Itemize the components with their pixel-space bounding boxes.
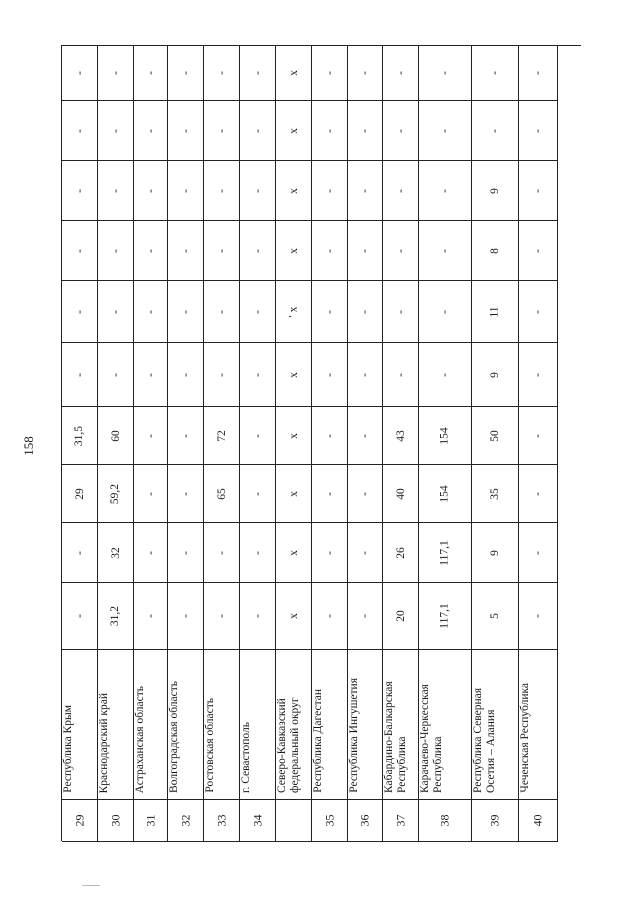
value-cell: - — [134, 161, 168, 221]
region-name-cell: Волгоградская область — [168, 650, 204, 800]
table-row — [62, 46, 98, 842]
value-cell: - — [383, 46, 419, 101]
table-row — [134, 46, 168, 842]
row-number-cell: 40 — [519, 800, 558, 842]
value-cell: - — [348, 101, 383, 161]
row-number-cell — [276, 800, 312, 842]
value-cell: 117,1 — [419, 583, 472, 650]
value-cell: - — [168, 407, 204, 465]
region-name-cell: Карачаево-Черкесская Республика — [419, 650, 472, 800]
value-cell: - — [348, 583, 383, 650]
value-cell: - — [312, 101, 348, 161]
value-cell: - — [312, 46, 348, 101]
value-cell: 154 — [419, 407, 472, 465]
value-cell: - — [98, 221, 134, 281]
value-cell: 9 — [472, 161, 519, 221]
value-cell: - — [419, 221, 472, 281]
value-cell: - — [168, 583, 204, 650]
value-cell: - — [383, 281, 419, 343]
value-cell: х — [276, 583, 312, 650]
value-cell: - — [168, 281, 204, 343]
value-cell: - — [62, 161, 98, 221]
value-cell: - — [134, 407, 168, 465]
value-cell: - — [240, 221, 276, 281]
region-name-cell: Республика Северная Осетия – Алания — [472, 650, 519, 800]
value-cell: 5 — [472, 583, 519, 650]
region-name-cell: Республика Крым — [62, 650, 98, 800]
value-cell: - — [168, 465, 204, 523]
value-cell: - — [519, 583, 558, 650]
value-cell: - — [348, 523, 383, 583]
value-cell: - — [168, 523, 204, 583]
value-cell: - — [240, 281, 276, 343]
value-cell: 59,2 — [98, 465, 134, 523]
value-cell: - — [62, 221, 98, 281]
value-cell: - — [168, 161, 204, 221]
value-cell: - — [240, 46, 276, 101]
row-number-cell: 33 — [204, 800, 240, 842]
value-cell: - — [348, 46, 383, 101]
region-name-cell: Ростовская область — [204, 650, 240, 800]
page-number: 158 — [21, 436, 36, 456]
value-cell: - — [383, 343, 419, 407]
value-cell: - — [168, 343, 204, 407]
value-cell: 9 — [472, 523, 519, 583]
value-cell: - — [62, 583, 98, 650]
value-cell: 32 — [98, 523, 134, 583]
value-cell: - — [312, 161, 348, 221]
value-cell: - — [134, 221, 168, 281]
value-cell: - — [419, 46, 472, 101]
row-number-cell: 29 — [62, 800, 98, 842]
table-row — [276, 46, 312, 842]
row-number-cell: 39 — [472, 800, 519, 842]
scan-artifact — [82, 885, 100, 886]
value-cell: х — [276, 46, 312, 101]
row-number-cell: 30 — [98, 800, 134, 842]
value-cell: - — [419, 161, 472, 221]
value-cell: - — [348, 221, 383, 281]
row-number-cell: 38 — [419, 800, 472, 842]
region-name-cell: Кабардино-Балкарская Республика — [383, 650, 419, 800]
value-cell: - — [312, 281, 348, 343]
value-cell: х — [276, 161, 312, 221]
value-cell: х — [276, 523, 312, 583]
value-cell: - — [204, 281, 240, 343]
region-name-cell: Краснодарский край — [98, 650, 134, 800]
value-cell: - — [134, 343, 168, 407]
row-number-cell: 34 — [240, 800, 276, 842]
value-cell: 29 — [62, 465, 98, 523]
value-cell: - — [168, 46, 204, 101]
value-cell: х — [276, 343, 312, 407]
value-cell: - — [62, 343, 98, 407]
value-cell: 60 — [98, 407, 134, 465]
value-cell: х — [276, 221, 312, 281]
table-row — [312, 46, 348, 842]
value-cell: - — [419, 281, 472, 343]
value-cell: - — [134, 101, 168, 161]
value-cell: х — [276, 465, 312, 523]
value-cell: х — [276, 407, 312, 465]
value-cell: - — [98, 343, 134, 407]
value-cell: - — [168, 221, 204, 281]
row-number-cell: 35 — [312, 800, 348, 842]
value-cell: - — [348, 161, 383, 221]
value-cell: - — [134, 281, 168, 343]
value-cell: - — [312, 523, 348, 583]
value-cell: 26 — [383, 523, 419, 583]
value-cell: 8 — [472, 221, 519, 281]
value-cell: - — [240, 583, 276, 650]
value-cell: - — [383, 161, 419, 221]
value-cell: - — [348, 281, 383, 343]
row-number-cell: 36 — [348, 800, 383, 842]
value-cell: - — [134, 46, 168, 101]
value-cell: ' х — [276, 281, 312, 343]
value-cell: 43 — [383, 407, 419, 465]
value-cell: - — [312, 465, 348, 523]
table-row — [348, 46, 383, 842]
value-cell: 31,2 — [98, 583, 134, 650]
value-cell: - — [204, 343, 240, 407]
region-name-cell: Северо-Кавказский федеральный округ — [276, 650, 312, 800]
value-cell: - — [134, 523, 168, 583]
value-cell: 9 — [472, 343, 519, 407]
value-cell: - — [519, 221, 558, 281]
value-cell: - — [98, 101, 134, 161]
value-cell: - — [419, 343, 472, 407]
table-row — [240, 46, 276, 842]
value-cell: - — [204, 101, 240, 161]
value-cell: - — [519, 101, 558, 161]
value-cell: - — [240, 101, 276, 161]
value-cell: - — [98, 161, 134, 221]
region-name-cell: Республика Ингушетия — [348, 650, 383, 800]
value-cell: - — [98, 281, 134, 343]
data-table — [61, 45, 581, 841]
value-cell: - — [168, 101, 204, 161]
value-cell: 117,1 — [419, 523, 472, 583]
value-cell: 50 — [472, 407, 519, 465]
value-cell: 11 — [472, 281, 519, 343]
value-cell: - — [240, 343, 276, 407]
value-cell: - — [519, 46, 558, 101]
value-cell: 154 — [419, 465, 472, 523]
value-cell: - — [348, 465, 383, 523]
table-row — [419, 46, 472, 842]
table-row — [204, 46, 240, 842]
value-cell: - — [204, 523, 240, 583]
value-cell: 72 — [204, 407, 240, 465]
region-name-cell: Республика Дагестан — [312, 650, 348, 800]
region-name-cell: Чеченская Республика — [519, 650, 558, 800]
table-row — [98, 46, 134, 842]
value-cell: - — [519, 281, 558, 343]
value-cell: 31,5 — [62, 407, 98, 465]
value-cell: - — [204, 46, 240, 101]
value-cell: - — [98, 46, 134, 101]
table-row — [519, 46, 558, 842]
value-cell: - — [62, 281, 98, 343]
value-cell: - — [62, 101, 98, 161]
region-name-cell: Астраханская область — [134, 650, 168, 800]
row-number-cell: 32 — [168, 800, 204, 842]
value-cell: - — [62, 46, 98, 101]
value-cell: - — [240, 161, 276, 221]
value-cell: - — [472, 46, 519, 101]
row-number-cell: 31 — [134, 800, 168, 842]
value-cell: 40 — [383, 465, 419, 523]
value-cell: - — [383, 221, 419, 281]
value-cell: - — [472, 101, 519, 161]
value-cell: - — [519, 523, 558, 583]
value-cell: - — [312, 583, 348, 650]
value-cell: - — [204, 161, 240, 221]
value-cell: - — [240, 407, 276, 465]
value-cell: - — [419, 101, 472, 161]
value-cell: - — [348, 343, 383, 407]
value-cell: - — [519, 407, 558, 465]
value-cell: - — [312, 407, 348, 465]
table-row — [472, 46, 519, 842]
value-cell: - — [348, 407, 383, 465]
value-cell: - — [240, 465, 276, 523]
value-cell: - — [312, 221, 348, 281]
value-cell: - — [204, 221, 240, 281]
value-cell: - — [519, 465, 558, 523]
value-cell: 20 — [383, 583, 419, 650]
value-cell: 65 — [204, 465, 240, 523]
value-cell: 35 — [472, 465, 519, 523]
value-cell: - — [519, 343, 558, 407]
value-cell: - — [134, 583, 168, 650]
region-name-cell: г. Севастополь — [240, 650, 276, 800]
value-cell: х — [276, 101, 312, 161]
value-cell: - — [312, 343, 348, 407]
value-cell: - — [240, 523, 276, 583]
row-number-cell: 37 — [383, 800, 419, 842]
value-cell: - — [383, 101, 419, 161]
value-cell: - — [519, 161, 558, 221]
table-row — [168, 46, 204, 842]
table-row — [383, 46, 419, 842]
value-cell: - — [134, 465, 168, 523]
value-cell: - — [204, 583, 240, 650]
value-cell: - — [62, 523, 98, 583]
